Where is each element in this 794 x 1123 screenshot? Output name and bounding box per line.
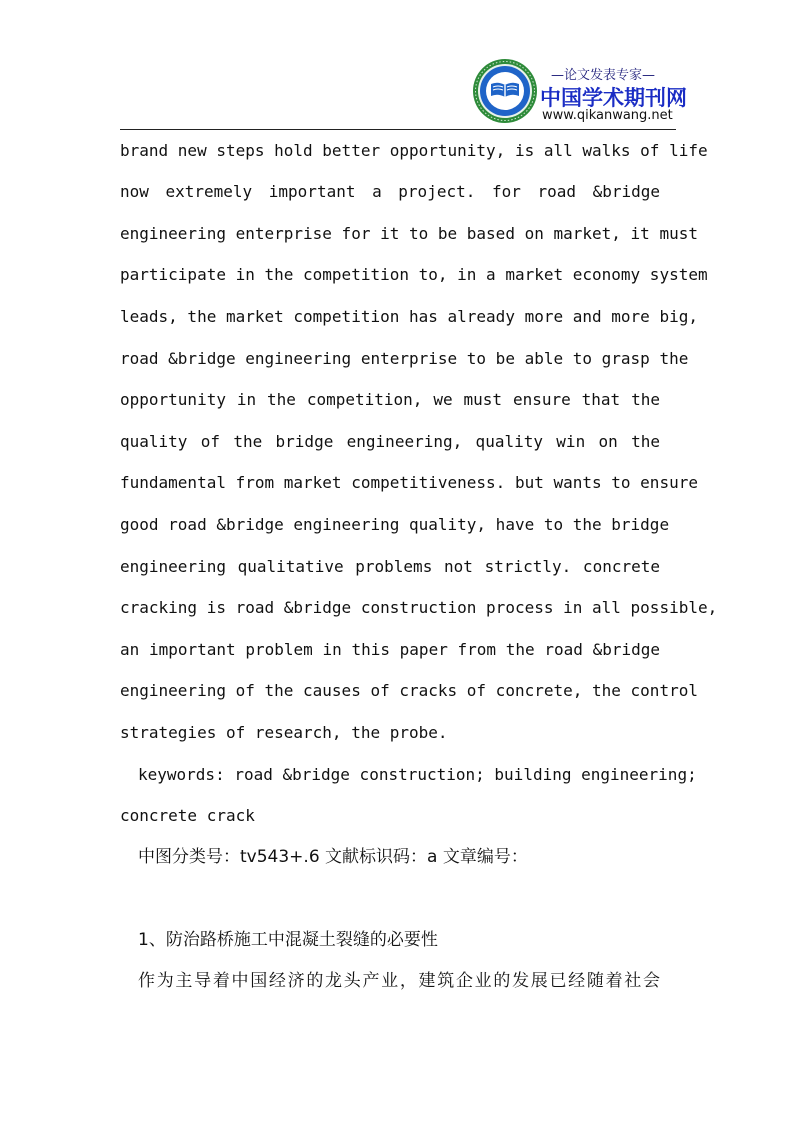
keywords-line-continued: concrete crack xyxy=(120,806,255,825)
logo-site-url: www.qikanwang.net xyxy=(542,108,673,123)
abstract-line: brand new steps hold better opportunity, is all walks of life xyxy=(120,141,708,160)
keywords-line: keywords: road &bridge construction; building engineering; xyxy=(138,765,697,784)
abstract-line: opportunity in the competition, we must ensure that the xyxy=(120,390,660,409)
classification-line: 中图分类号：tv543+.6 文献标识码：a 文章编号： xyxy=(138,847,528,867)
site-logo xyxy=(470,56,687,128)
abstract-line: quality of the bridge engineering, quality win on the xyxy=(120,432,660,451)
abstract-line: engineering of the causes of cracks of concrete, the control xyxy=(120,681,698,700)
journal-seal-icon xyxy=(472,58,538,124)
abstract-line: now extremely important a project. for road &bridge xyxy=(120,182,660,201)
abstract-line: fundamental from market competitiveness. but wants to ensure xyxy=(120,473,698,492)
abstract-line: engineering enterprise for it to be based on market, it must xyxy=(120,224,698,243)
abstract-line: cracking is road &bridge construction process in all possible, xyxy=(120,598,718,617)
abstract-line: engineering qualitative problems not strictly. concrete xyxy=(120,557,660,576)
section-paragraph-line: 作为主导着中国经济的龙头产业，建筑企业的发展已经随着社会 xyxy=(138,971,660,991)
abstract-line: leads, the market competition has already more and more big, xyxy=(120,307,698,326)
abstract-line: good road &bridge engineering quality, have to the bridge xyxy=(120,515,670,534)
abstract-line: road &bridge engineering enterprise to be able to grasp the xyxy=(120,349,689,368)
logo-tagline: —论文发表专家— xyxy=(550,68,655,83)
header-divider xyxy=(120,129,676,130)
abstract-line: an important problem in this paper from the road &bridge xyxy=(120,640,660,659)
section-heading: 1、防治路桥施工中混凝土裂缝的必要性 xyxy=(138,930,438,950)
abstract-line: participate in the competition to, in a market economy system xyxy=(120,265,708,284)
logo-site-name: 中国学术期刊网 xyxy=(540,86,687,110)
abstract-line-last: strategies of research, the probe. xyxy=(120,723,448,742)
